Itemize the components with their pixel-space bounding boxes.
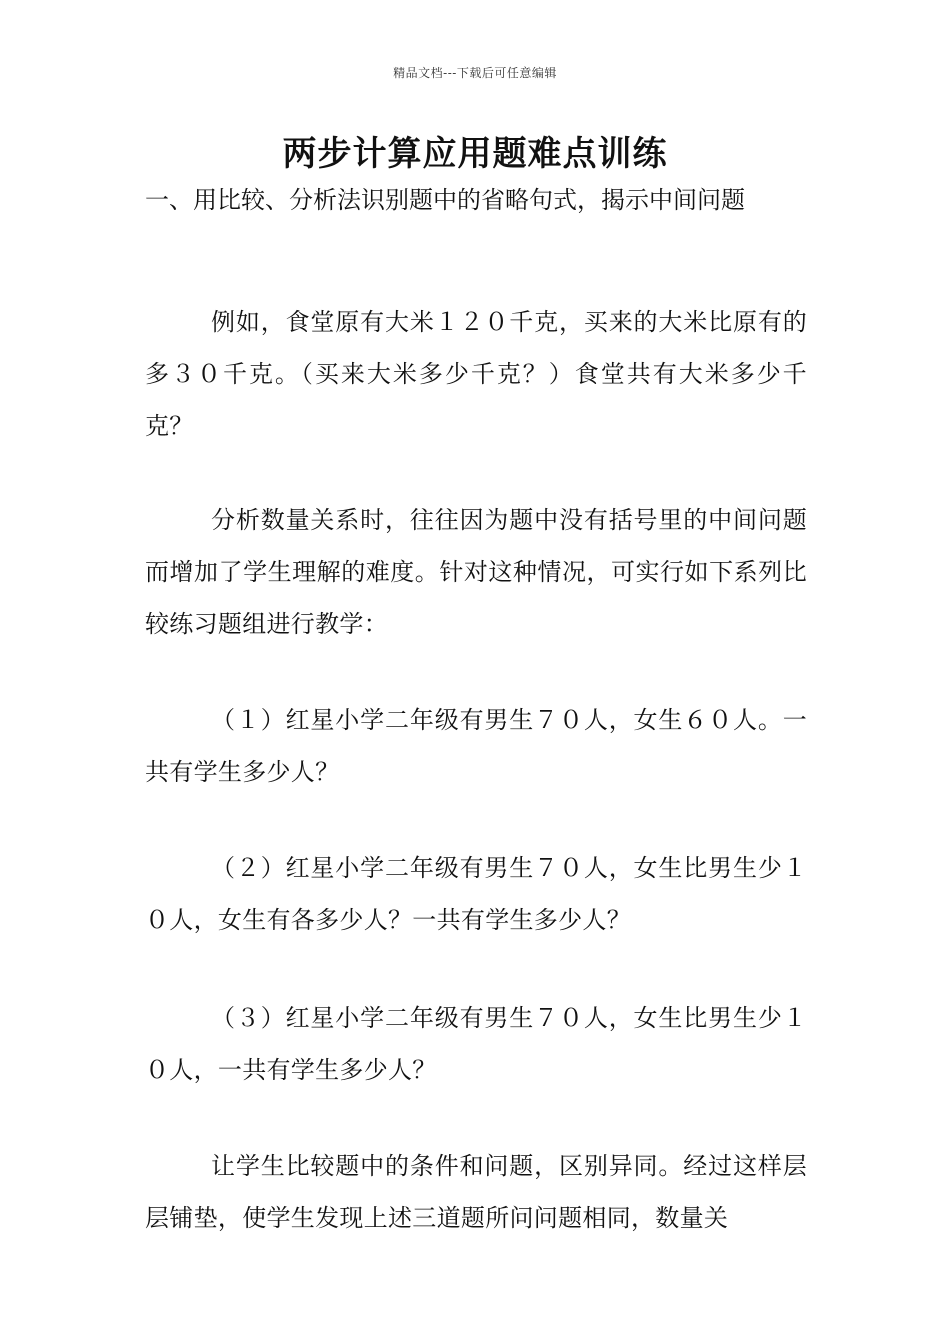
- page-header: 精品文档---下载后可任意编辑: [393, 66, 557, 80]
- paragraph-comparison: 让学生比较题中的条件和问题，区别异同。经过这样层层铺垫，使学生发现上述三道题所问问题相同，数量关: [145, 1152, 807, 1232]
- paragraph-exercise-2: （２）红星小学二年级有男生７０人，女生比男生少１０人，女生有各多少人？一共有学生多少人？: [145, 854, 807, 934]
- paragraph-example: 例如，食堂原有大米１２０千克，买来的大米比原有的多３０千克。（买来大米多少千克？）食堂共有大米多少千克？: [145, 308, 807, 440]
- document-title: 两步计算应用题难点训练: [282, 134, 668, 174]
- paragraph-analysis: 分析数量关系时，往往因为题中没有括号里的中间问题而增加了学生理解的难度。针对这种情况，可实行如下系列比较练习题组进行教学：: [145, 506, 807, 638]
- paragraph-exercise-3: （３）红星小学二年级有男生７０人，女生比男生少１０人，一共有学生多少人？: [145, 1004, 807, 1084]
- section-heading: 一、用比较、分析法识别题中的省略句式，揭示中间问题: [145, 186, 745, 214]
- paragraph-exercise-1: （１）红星小学二年级有男生７０人，女生６０人。一共有学生多少人？: [145, 706, 807, 786]
